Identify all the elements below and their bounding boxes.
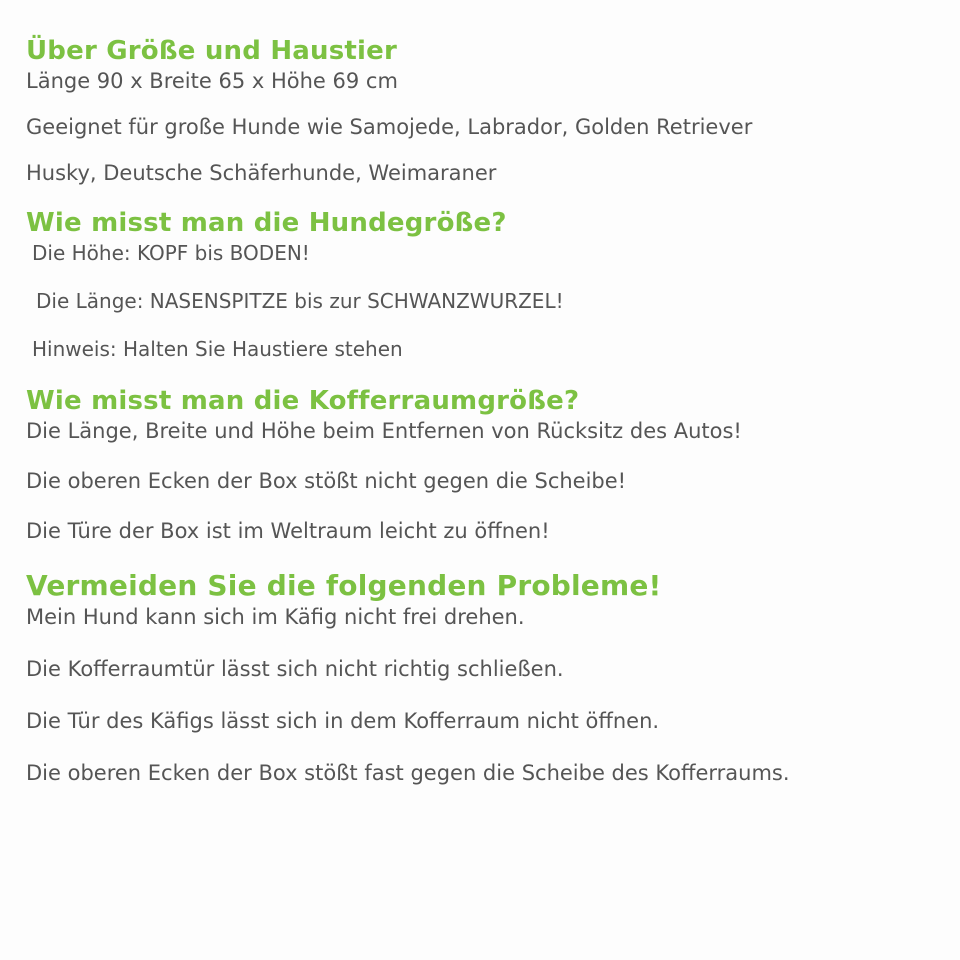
size-line-dimensions: Länge 90 x Breite 65 x Höhe 69 cm <box>26 69 398 93</box>
trunk-line-door: Die Türe der Box ist im Weltraum leicht zu öffnen! <box>26 519 550 543</box>
section-measure-trunk <box>26 384 934 544</box>
section-heading-measure-trunk: Wie misst man die Kofferraumgröße? <box>26 386 580 416</box>
size-line-breeds-2: Husky, Deutsche Schäferhunde, Weimaraner <box>26 161 497 185</box>
dog-line-height: Die Höhe: KOPF bis BODEN! <box>32 241 310 265</box>
section-size-and-pet <box>26 34 934 186</box>
trunk-line-dimensions: Die Länge, Breite und Höhe beim Entfernen von Rücksitz des Autos! <box>26 419 742 443</box>
avoid-line-corners: Die oberen Ecken der Box stößt fast gegen die Scheibe des Kofferraums. <box>26 761 790 785</box>
trunk-line-corners: Die oberen Ecken der Box stößt nicht gegen die Scheibe! <box>26 469 627 493</box>
dog-line-length: Die Länge: NASENSPITZE bis zur SCHWANZWURZEL! <box>36 289 564 313</box>
avoid-line-turn: Mein Hund kann sich im Käfig nicht frei drehen. <box>26 605 525 629</box>
section-avoid-problems <box>26 568 934 786</box>
dog-line-note: Hinweis: Halten Sie Haustiere stehen <box>32 337 403 361</box>
size-line-breeds-1: Geeignet für große Hunde wie Samojede, Labrador, Golden Retriever <box>26 115 753 139</box>
section-measure-dog <box>26 206 934 362</box>
avoid-line-trunk-door: Die Kofferraumtür lässt sich nicht richtig schließen. <box>26 657 564 681</box>
section-heading-size: Über Größe und Haustier <box>26 36 398 66</box>
section-heading-measure-dog: Wie misst man die Hundegröße? <box>26 208 507 238</box>
section-heading-avoid-problems: Vermeiden Sie die folgenden Probleme! <box>26 569 662 602</box>
avoid-line-cage-door: Die Tür des Käfigs lässt sich in dem Kofferraum nicht öffnen. <box>26 709 660 733</box>
